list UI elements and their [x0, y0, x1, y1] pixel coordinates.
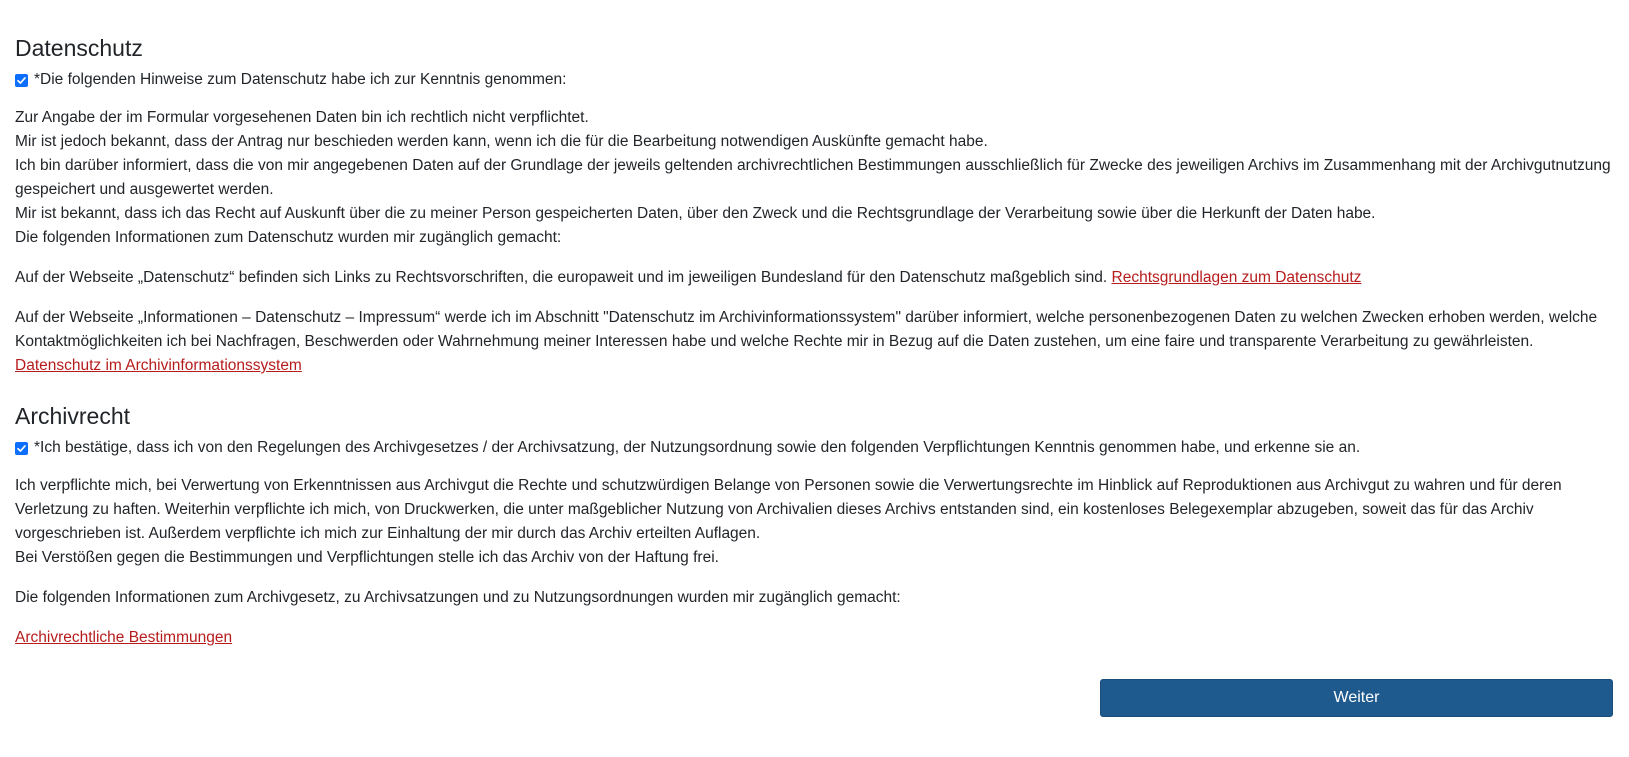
archivrecht-line: Ich verpflichte mich, bei Verwertung von Erkenntnissen aus Archivgut die Rechte und schutzwürdigen Belange von Personen sowie die Verwertungsrechte im Hinblick auf Reproduktionen aus Archivgut zu wahren und für deren Verletzung zu haften. Weiterhin verpflichte ich mich, von Druckwerken, die unter maßgeblicher Nutzung von Archivalien dieses Archivs entstanden sind, ein kostenloses Belegexemplar abzugeben, soweit das für das Archiv vorgeschrieben ist. Außerdem verpflichte ich mich zur Einhaltung der mir durch das Archiv erteilten Auflagen. — [15, 477, 1562, 542]
datenschutz-legal-text: Auf der Webseite „Datenschutz“ befinden sich Links zu Rechtsvorschriften, die europaweit und im jeweiligen Bundesland für den Datenschutz maßgeblich sind. — [15, 269, 1108, 286]
datenschutz-line: Mir ist jedoch bekannt, dass der Antrag nur beschieden werden kann, wenn ich die für die Bearbeitung notwendigen Auskünfte gemacht habe. — [15, 133, 988, 150]
archivrecht-info-paragraph: Die folgenden Informationen zum Archivgesetz, zu Archivsatzungen und zu Nutzungsordnungen wurden mir zugänglich gemacht: — [15, 589, 901, 606]
weiter-button[interactable]: Weiter — [1100, 679, 1613, 717]
archivrecht-heading: Archivrecht — [15, 403, 131, 429]
actions — [1100, 679, 1613, 717]
datenschutz-info-text: Auf der Webseite „Informationen – Datenschutz – Impressum“ werde ich im Abschnitt "Datenschutz im Archivinformationssystem" darüber informiert, welche personenbezogenen Daten zu welchen Zwecken erhoben werden, welche Kontaktmöglichkeiten ich bei Nachfragen, Beschwerden oder Wahrnehmung meiner Interessen habe und welche Rechte mir in Bezug auf die Daten zustehen, um eine faire und transparente Verarbeitung zu gewährleisten. — [15, 309, 1598, 350]
datenschutz-info-paragraph — [15, 306, 1614, 378]
archivrecht-obligations — [15, 474, 1614, 570]
archivrecht-consent-row — [15, 436, 1614, 460]
rechtsgrundlagen-link[interactable]: Rechtsgrundlagen zum Datenschutz — [1111, 269, 1362, 286]
archivrecht-checkbox-label[interactable]: *Ich bestätige, dass ich von den Regelungen des Archivgesetzes / der Archivsatzung, der Nutzungsordnung sowie den folgenden Verpflichtungen Kenntnis genommen habe, und erkenne sie an. — [34, 439, 1361, 456]
datenschutz-consent-row — [15, 68, 1614, 92]
archivrecht-checkbox[interactable] — [15, 442, 28, 455]
datenschutz-archivinformationssystem-link[interactable]: Datenschutz im Archivinformationssystem — [15, 357, 302, 374]
datenschutz-checkbox-label[interactable]: *Die folgenden Hinweise zum Datenschutz habe ich zur Kenntnis genommen: — [34, 71, 567, 88]
datenschutz-line: Die folgenden Informationen zum Datenschutz wurden mir zugänglich gemacht: — [15, 229, 562, 246]
datenschutz-legal-paragraph — [15, 266, 1614, 290]
datenschutz-checkbox[interactable] — [15, 74, 28, 87]
archivrechtliche-bestimmungen-link[interactable]: Archivrechtliche Bestimmungen — [15, 629, 233, 646]
datenschutz-heading: Datenschutz — [15, 35, 143, 61]
archivrecht-line: Bei Verstößen gegen die Bestimmungen und Verpflichtungen stelle ich das Archiv von der Haftung frei. — [15, 549, 719, 566]
datenschutz-line: Zur Angabe der im Formular vorgesehenen Daten bin ich rechtlich nicht verpflichtet. — [15, 109, 589, 126]
datenschutz-line: Ich bin darüber informiert, dass die von mir angegebenen Daten auf der Grundlage der jeweils geltenden archivrechtlichen Bestimmungen ausschließlich für Zwecke des jeweiligen Archivs im Zusammenhang mit der Archivgutnutzung gespeichert und ausgewertet werden. — [15, 157, 1611, 198]
datenschutz-line: Mir ist bekannt, dass ich das Recht auf Auskunft über die zu meiner Person gespeicherten Daten, über den Zweck und die Rechtsgrundlage der Verarbeitung sowie über die Herkunft der Daten habe. — [15, 205, 1376, 222]
checkmark-icon — [16, 75, 27, 86]
datenschutz-notice — [15, 106, 1614, 250]
checkmark-icon — [16, 443, 27, 454]
archivrecht-link-paragraph — [15, 626, 1614, 650]
